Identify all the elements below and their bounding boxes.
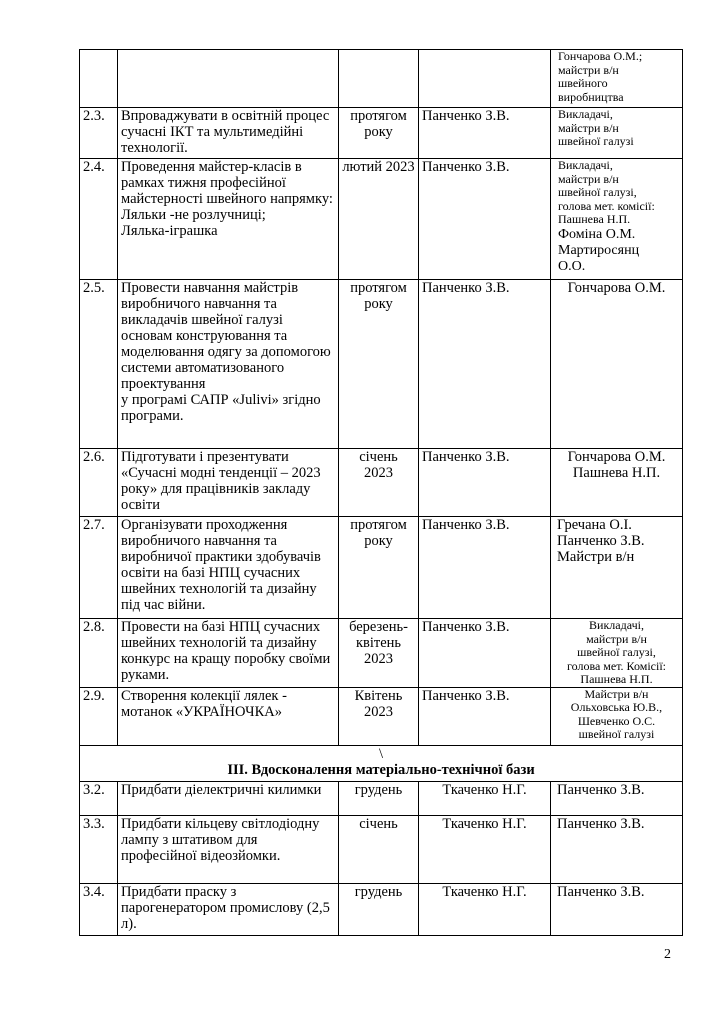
task-cell — [118, 50, 339, 108]
term-cell — [339, 280, 419, 449]
table-row — [80, 159, 683, 280]
plan-table — [79, 49, 683, 936]
executors-cell — [551, 108, 683, 159]
row-number: 2.9. — [80, 687, 118, 745]
table-row — [80, 619, 683, 688]
section-header — [80, 745, 683, 781]
section-title: ІІІ. Вдосконалення матеріально-технічної бази — [227, 761, 535, 778]
executors-cell — [551, 159, 683, 280]
task-cell: Організувати проходження виробничого навчання та виробничої практики здобувачів освіти на базі НПЦ сучасних швейних технологій та дизайну під час війни. — [118, 517, 339, 619]
responsible-cell: Панченко З.В. — [419, 280, 551, 449]
row-number: 3.3. — [80, 815, 118, 883]
row-number: 3.2. — [80, 781, 118, 815]
responsible-cell: Ткаченко Н.Г. — [419, 883, 551, 935]
row-number: 2.3. — [80, 108, 118, 159]
responsible-cell: Ткаченко Н.Г. — [419, 815, 551, 883]
task-cell: Придбати кільцеву світлодіодну лампу з штативом для професійної відеозйомки. — [118, 815, 339, 883]
executors-cell — [551, 883, 683, 935]
responsible-cell: Панченко З.В. — [419, 619, 551, 688]
task-cell: Створення колекції лялек - мотанок «УКРАЇНОЧКА» — [118, 687, 339, 745]
term-cell: грудень — [339, 781, 419, 815]
responsible-cell: Панченко З.В. — [419, 517, 551, 619]
table-row — [80, 517, 683, 619]
task-text: Проведення майстер-класів в рамках тижня професійної майстерності швейного напрямку: Ляльки -не розлучниці; Лялька-іграшка — [121, 159, 333, 239]
term-text: протягом року — [350, 108, 407, 140]
row-number — [80, 50, 118, 108]
executors-cell — [551, 687, 683, 745]
executors-cell — [551, 50, 683, 108]
term-text: січень 2023 — [359, 449, 398, 481]
table-row — [80, 280, 683, 449]
table-row — [80, 815, 683, 883]
responsible-cell: Панченко З.В. — [419, 108, 551, 159]
table-row — [80, 781, 683, 815]
executors-extra-text: Фоміна О.М. Мартиросянц О.О. — [558, 226, 640, 274]
executors-text: Панченко З.В. — [557, 781, 645, 798]
term-cell — [339, 449, 419, 517]
term-cell — [339, 50, 419, 108]
task-cell: Придбати праску з парогенератором промислову (2,5 л). — [118, 883, 339, 935]
term-text: протягом року — [350, 517, 407, 549]
table-row — [80, 449, 683, 517]
responsible-cell — [419, 50, 551, 108]
table-row — [80, 108, 683, 159]
executors-text: Майстри в/н Ольховська Ю.В., Шевченко О.С. швейної галузі — [570, 687, 663, 741]
executors-cell — [551, 619, 683, 688]
responsible-cell: Панченко З.В. — [419, 449, 551, 517]
executors-text: Викладачі, майстри в/н швейної галузі, голова мет. комісії: Пашнева Н.П. — [558, 158, 655, 226]
table-row — [80, 883, 683, 935]
task-cell: Підготувати і презентувати «Сучасні модні тенденції – 2023 року» для працівників закладу освіти — [118, 449, 339, 517]
row-number: 2.7. — [80, 517, 118, 619]
term-cell: січень — [339, 815, 419, 883]
row-number: 2.8. — [80, 619, 118, 688]
task-cell: Впроваджувати в освітній процес сучасні ІКТ та мультимедійні технології. — [118, 108, 339, 159]
page-number: 2 — [664, 947, 671, 962]
term-text: березень- квітень 2023 — [349, 619, 408, 667]
section-header-row — [80, 745, 683, 781]
executors-text: Панченко З.В. — [557, 883, 645, 900]
term-text: протягом року — [350, 280, 407, 312]
task-cell — [118, 280, 339, 449]
task-cell — [118, 159, 339, 280]
term-cell — [339, 619, 419, 688]
task-cell: Придбати діелектричні килимки — [118, 781, 339, 815]
task-text: Провести навчання майстрів виробничого навчання та викладачів швейної галузі основам конструювання та моделювання одягу за допомогою системи автоматизованого проектування у програмі САПР «Julivi» згідно програми. — [121, 280, 331, 424]
executors-text: Гончарова О.М. Пашнева Н.П. — [567, 449, 666, 481]
executors-text: Викладачі, майстри в/н швейної галузі — [558, 107, 634, 148]
executors-cell — [551, 517, 683, 619]
term-cell: Квітень 2023 — [339, 687, 419, 745]
responsible-cell: Панченко З.В. — [419, 687, 551, 745]
row-number: 2.4. — [80, 159, 118, 280]
table-row — [80, 50, 683, 108]
term-cell — [339, 517, 419, 619]
executors-cell — [551, 815, 683, 883]
section-slash: \ — [378, 745, 384, 762]
executors-cell — [551, 449, 683, 517]
row-number: 3.4. — [80, 883, 118, 935]
executors-text: Панченко З.В. — [557, 815, 645, 832]
term-cell — [339, 108, 419, 159]
executors-text: Гончарова О.М.; майстри в/н швейного виробництва — [558, 49, 643, 104]
executors-cell: Гончарова О.М. — [551, 280, 683, 449]
executors-text: Викладачі, майстри в/н швейної галузі, голова мет. Комісії: Пашнева Н.П. — [567, 618, 666, 686]
term-cell: лютий 2023 — [339, 159, 419, 280]
responsible-cell: Ткаченко Н.Г. — [419, 781, 551, 815]
executors-cell — [551, 781, 683, 815]
executors-text: Гречана О.І. Панченко З.В. Майстри в/н — [557, 517, 645, 565]
table-row — [80, 687, 683, 745]
row-number: 2.6. — [80, 449, 118, 517]
task-cell: Провести на базі НПЦ сучасних швейних технологій та дизайну конкурс на кращу поробку своїми руками. — [118, 619, 339, 688]
term-cell: грудень — [339, 883, 419, 935]
row-number: 2.5. — [80, 280, 118, 449]
responsible-cell: Панченко З.В. — [419, 159, 551, 280]
